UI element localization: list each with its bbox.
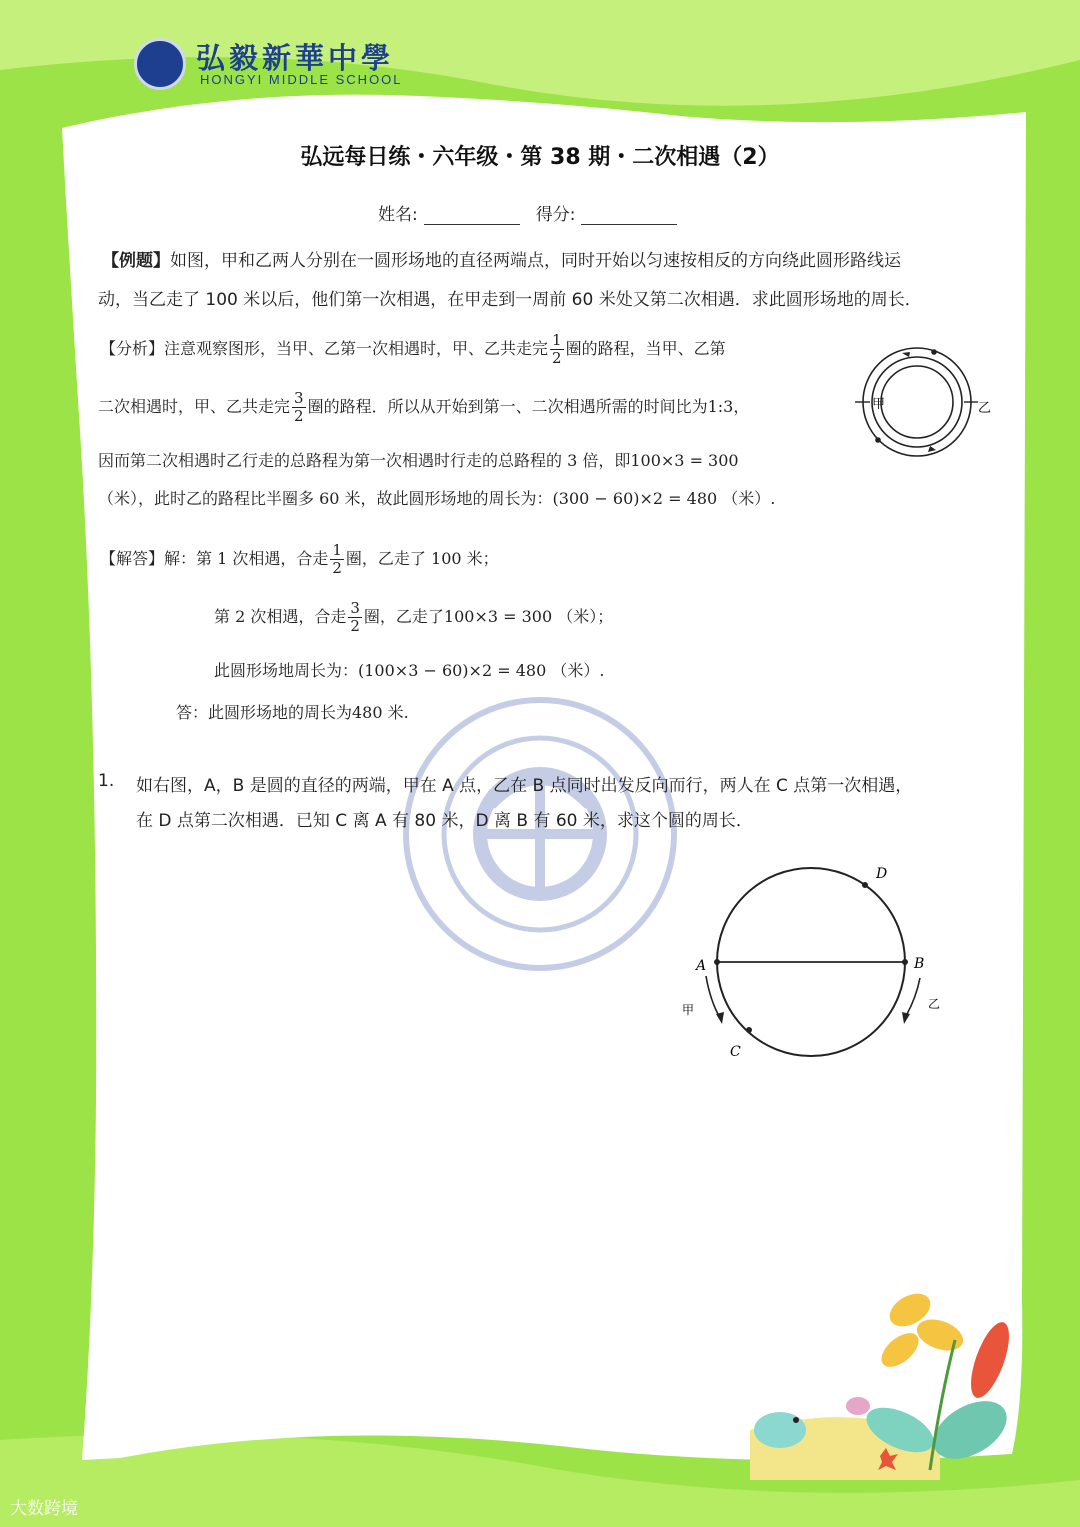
score-blank: [581, 206, 677, 225]
fraction-three-halves: $\frac{3}{2}$: [294, 389, 304, 425]
name-score-row: [378, 200, 693, 225]
school-emblem-icon: [134, 38, 186, 90]
solution-line-4: 答：此圆形场地的周长为480 米.: [176, 703, 409, 722]
school-name: 弘毅新華中學: [196, 41, 395, 75]
flower-decoration: [740, 1280, 1040, 1480]
school-logo: [134, 34, 434, 94]
label-c: C: [730, 1044, 741, 1060]
name-blank: [424, 206, 520, 225]
school-name-english: HONGYI MIDDLE SCHOOL: [200, 72, 403, 87]
fraction-one-half: $\frac{1}{2}$: [552, 331, 562, 367]
question-line-1: 如右图，A，B 是圆的直径的两端，甲在 A 点，乙在 B 点同时出发反向而行，两人在 C 点第一次相遇，: [136, 776, 913, 796]
point-d: [862, 882, 868, 888]
source-watermark: 大数跨境: [10, 1499, 78, 1519]
figure1-yi-label: 乙: [978, 401, 992, 416]
jia-direction-arrow: [706, 976, 720, 1018]
label-d: D: [876, 866, 888, 882]
solution-tag: 【解答】: [100, 549, 165, 568]
analysis-line-1: 【分析】注意观察图形，当甲、乙第一次相遇时，甲、乙共走完 $\frac{1}{2}$ 圈的路程，当甲、乙第: [100, 331, 726, 367]
page-title: 弘远每日练・六年级・第 38 期・二次相遇（2）: [300, 145, 780, 170]
question-line-2: 在 D 点第二次相遇．已知 C 离 A 有 80 米，D 离 B 有 60 米，求这个圆的周长．: [136, 811, 753, 831]
label-jia: 甲: [682, 1003, 695, 1017]
fraction-one-half-solution: $\frac{1}{2}$: [332, 541, 342, 577]
solution-line-3: 此圆形场地周长为：(100×3 − 60)×2 = 480 （米）.: [214, 661, 605, 680]
question-number: 1.: [98, 771, 115, 791]
point-c: [746, 1027, 752, 1033]
figure1-jia-label: 甲: [872, 397, 886, 412]
name-label: 姓名:: [378, 205, 418, 225]
solution-line-2: 第 2 次相遇，合走 $\frac{3}{2}$ 圈，乙走了100×3 = 300 （米）；: [214, 599, 614, 635]
score-label: 得分:: [535, 205, 576, 225]
example-line-1: 【例题】如图，甲和乙两人分别在一圆形场地的直径两端点，同时开始以匀速按相反的方向绕此圆形路线运: [102, 251, 901, 271]
yi-direction-arrow: [906, 978, 920, 1016]
analysis-line-3: 因而第二次相遇时乙行走的总路程为第一次相遇时行走的总路程的 3 倍，即100×3 = 300: [98, 451, 739, 470]
label-b: B: [914, 956, 925, 972]
diameter-circle-figure: [674, 858, 964, 1070]
small-bird-icon: [846, 1397, 870, 1415]
example-tag: 【例题】: [102, 251, 170, 271]
label-yi: 乙: [928, 997, 941, 1011]
contest-stamp-watermark: [402, 696, 678, 972]
example-line-2: 动，当乙走了 100 米以后，他们第一次相遇，在甲走到一周前 60 米处又第二次相遇．求此圆形场地的周长．: [98, 290, 922, 310]
analysis-line-2: 二次相遇时，甲、乙共走完 $\frac{3}{2}$ 圈的路程．所以从开始到第一、二次相遇所需的时间比为1:3，: [98, 389, 750, 425]
label-a: A: [696, 958, 707, 974]
two-track-circle-figure: [850, 334, 1000, 464]
bird-icon: [754, 1412, 806, 1448]
solution-line-1: 【解答】解：第 1 次相遇，合走 $\frac{1}{2}$ 圈，乙走了 100 米；: [100, 541, 499, 577]
point-a: [714, 959, 720, 965]
fraction-three-halves-solution: $\frac{3}{2}$: [350, 599, 360, 635]
point-b: [902, 959, 908, 965]
analysis-line-4: （米），此时乙的路程比半圈多 60 米，故此圆形场地的周长为：(300 − 60)×2 = 480 （米）.: [98, 489, 776, 508]
analysis-tag: 【分析】: [100, 339, 165, 358]
